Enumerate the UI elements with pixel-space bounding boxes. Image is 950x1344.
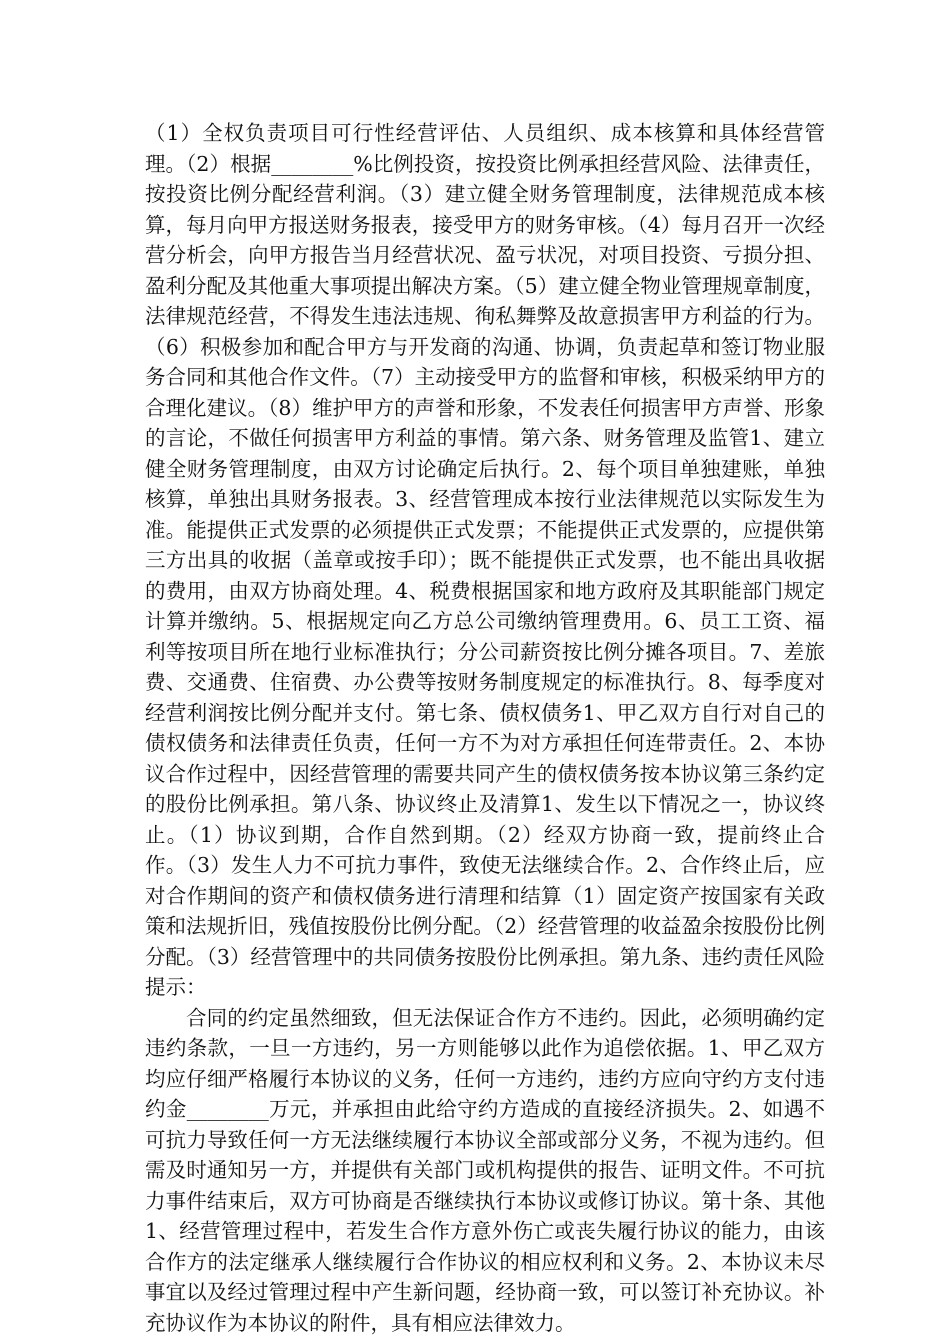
paragraph-obligations-and-terms: （1）全权负责项目可行性经营评估、人员组织、成本核算和具体经营管理。（2）根据________%比例投资，按投资比例承担经营风险、法律责任，按投资比例分配经营利润。（3）建立健全财务管理制度，法律规范成本核算，每月向甲方报送财务报表，接受甲方的财务审核。（4）每月召开一次经营分析会，向甲方报告当月经营状况、盈亏状况，对项目投资、亏损分担、盈利分配及其他重大事项提出解决方案。（5）建立健全物业管理规章制度，法律规范经营，不得发生违法违规、徇私舞弊及故意损害甲方利益的行为。（6）积极参加和配合甲方与开发商的沟通、协调，负责起草和签订物业服务合同和其他合作文件。（7）主动接受甲方的监督和审核，积极采纳甲方的合理化建议。（8）维护甲方的声誉和形象，不发表任何损害甲方声誉、形象的言论，不做任何损害甲方利益的事情。第六条、财务管理及监管1、建立健全财务管理制度，由双方讨论确定后执行。2、每个项目单独建账，单独核算，单独出具财务报表。3、经营管理成本按行业法律规范以实际发生为准。能提供正式发票的必须提供正式发票；不能提供正式发票的，应提供第三方出具的收据（盖章或按手印）；既不能提供正式发票，也不能出具收据的费用，由双方协商处理。4、税费根据国家和地方政府及其职能部门规定计算并缴纳。5、根据规定向乙方总公司缴纳管理费用。6、员工工资、福利等按项目所在地行业标准执行；分公司薪资按比例分摊各项目。7、差旅费、交通费、住宿费、办公费等按财务制度规定的标准执行。8、每季度对经营利润按比例分配并支付。第七条、债权债务1、甲乙双方自行对自己的债权债务和法律责任负责，任何一方不为对方承担任何连带责任。2、本协议合作过程中，因经营管理的需要共同产生的债权债务按本协议第三条约定的股份比例承担。第八条、协议终止及清算1、发生以下情况之一，协议终止。（1）协议到期，合作自然到期。（2）经双方协商一致，提前终止合作。（3）发生人力不可抗力事件，致使无法继续合作。2、合作终止后，应对合作期间的资产和债权债务进行清理和结算（1）固定资产按国家有关政策和法规折旧，残值按股份比例分配。（2）经营管理的收益盈余按股份比例分配。（3）经营管理中的共同债务按股份比例承担。第九条、违约责任风险提示： (145, 121, 825, 999)
document-page (145, 118, 825, 1338)
paragraph-breach-and-other: 合同的约定虽然细致，但无法保证合作方不违约。因此，必须明确约定违约条款，一旦一方违约，另一方则能够以此作为追偿依据。1、甲乙双方均应仔细严格履行本协议的义务，任何一方违约，违约方应向守约方支付违约金________万元，并承担由此给守约方造成的直接经济损失。2、如遇不可抗力导致任何一方无法继续履行本协议全部或部分义务，不视为违约。但需及时通知另一方，并提供有关部门或机构提供的报告、证明文件。不可抗力事件结束后，双方可协商是否继续执行本协议或修订协议。第十条、其他1、经营管理过程中，若发生合作方意外伤亡或丧失履行协议的能力，由该合作方的法定继承人继续履行合作协议的相应权利和义务。2、本协议未尽事宜以及经过管理过程中产生新问题，经协商一致，可以签订补充协议。补充协议作为本协议的附件，具有相应法律效力。 (145, 1005, 825, 1335)
